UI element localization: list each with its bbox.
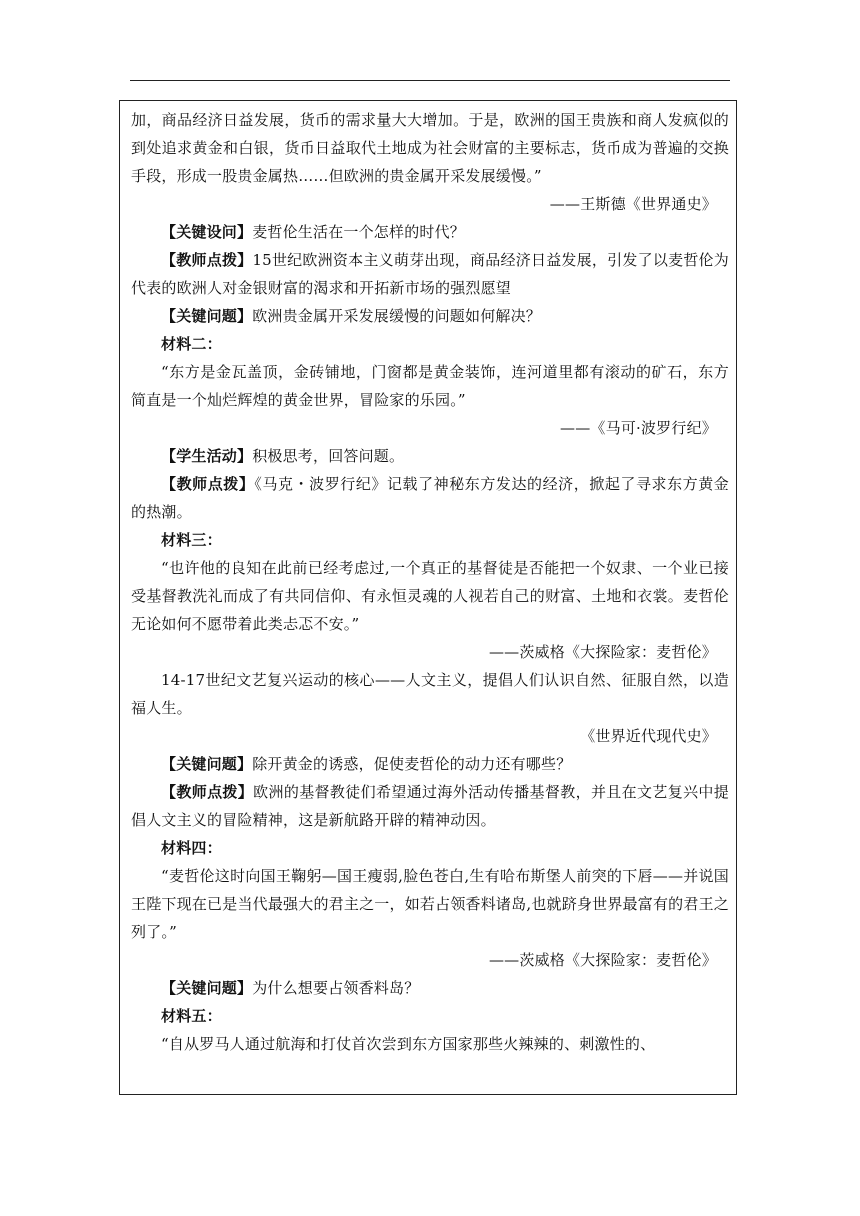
material-3-extra: 14-17世纪文艺复兴运动的核心——人文主义，提倡人们认识自然、征服自然，以造福人生。 xyxy=(131,671,729,717)
material-4-text: “麦哲伦这时向国王鞠躬—国王瘦弱,脸色苍白,生有哈布斯堡人前突的下唇——并说国王陛下现在已是当代最强大的君主之一，如若占领香料诸岛,也就跻身世界最富有的君王之列了。” xyxy=(131,867,729,941)
label: 【关键问题】 xyxy=(161,755,253,773)
source-citation: 《世界近代现代史》 xyxy=(580,727,717,745)
text: 《马克・波罗行纪》记载了神秘东方发达的经济，掀起了寻求东方黄金的热潮。 xyxy=(131,475,729,521)
material-2-title: 材料二： xyxy=(161,335,222,353)
teacher-note-1 xyxy=(131,246,729,302)
label: 【教师点拨】 xyxy=(161,475,255,493)
text: 欧洲贵金属开采发展缓慢的问题如何解决？ xyxy=(252,307,542,325)
label: 【关键问题】 xyxy=(161,307,253,325)
material-3-text: “也许他的良知在此前已经考虑过,一个真正的基督徒是否能把一个奴隶、一个业已接受基督教洗礼而成了有共同信仰、有永恒灵魂的人视若自己的财富、土地和衣裳。麦哲伦无论如何不愿带着此类忐忑不安。” xyxy=(131,559,729,633)
text: 积极思考，回答问题。 xyxy=(252,447,405,465)
source-citation: ——茨威格《大探险家：麦哲伦》 xyxy=(488,643,717,661)
material-3-title: 材料三： xyxy=(161,531,222,549)
label: 【关键问题】 xyxy=(161,979,253,997)
key-question-1 xyxy=(131,218,729,246)
quote-continuation: 加，商品经济日益发展，货币的需求量大大增加。于是，欧洲的国王贵族和商人发疯似的到处追求黄金和白银，货币日益取代土地成为社会财富的主要标志，货币成为普遍的交换手段，形成一股贵金属热……但欧洲的贵金属开采发展缓慢。” xyxy=(131,111,729,185)
source-citation: ——茨威格《大探险家：麦哲伦》 xyxy=(488,951,717,969)
material-5-text: “自从罗马人通过航海和打仗首次尝到东方国家那些火辣辣的、刺激性的、 xyxy=(161,1035,656,1053)
text: 麦哲伦生活在一个怎样的时代？ xyxy=(252,223,466,241)
source-citation: ——王斯德《世界通史》 xyxy=(549,195,717,213)
text: 除开黄金的诱惑，促使麦哲伦的动力还有哪些？ xyxy=(252,755,572,773)
material-5-title: 材料五： xyxy=(161,1007,222,1025)
key-problem-2 xyxy=(131,750,729,778)
text: 为什么想要占领香料岛？ xyxy=(252,979,420,997)
teacher-note-2 xyxy=(131,470,729,526)
lesson-content xyxy=(131,106,729,1058)
key-problem-1 xyxy=(131,302,729,330)
student-activity xyxy=(131,442,729,470)
teacher-note-3 xyxy=(131,778,729,834)
label: 【学生活动】 xyxy=(161,447,253,465)
key-problem-3 xyxy=(131,974,729,1002)
label: 【教师点拨】 xyxy=(161,251,253,269)
material-2-text: “东方是金瓦盖顶，金砖铺地，门窗都是黄金装饰，连河道里都有滚动的矿石，东方简直是一个灿烂辉煌的黄金世界，冒险家的乐园。” xyxy=(131,363,729,409)
material-4-title: 材料四： xyxy=(161,839,222,857)
text: 15世纪欧洲资本主义萌芽出现，商品经济日益发展，引发了以麦哲伦为代表的欧洲人对金银财富的渴求和开拓新市场的强烈愿望 xyxy=(131,251,729,297)
text: 欧洲的基督教徒们希望通过海外活动传播基督教，并且在文艺复兴中提倡人文主义的冒险精神，这是新航路开辟的精神动因。 xyxy=(131,783,729,829)
label: 【教师点拨】 xyxy=(161,783,254,801)
header-rule xyxy=(130,80,730,81)
table-bottom-border xyxy=(119,1094,737,1095)
label: 【关键设问】 xyxy=(161,223,253,241)
source-citation: ——《马可·波罗行纪》 xyxy=(560,419,717,437)
